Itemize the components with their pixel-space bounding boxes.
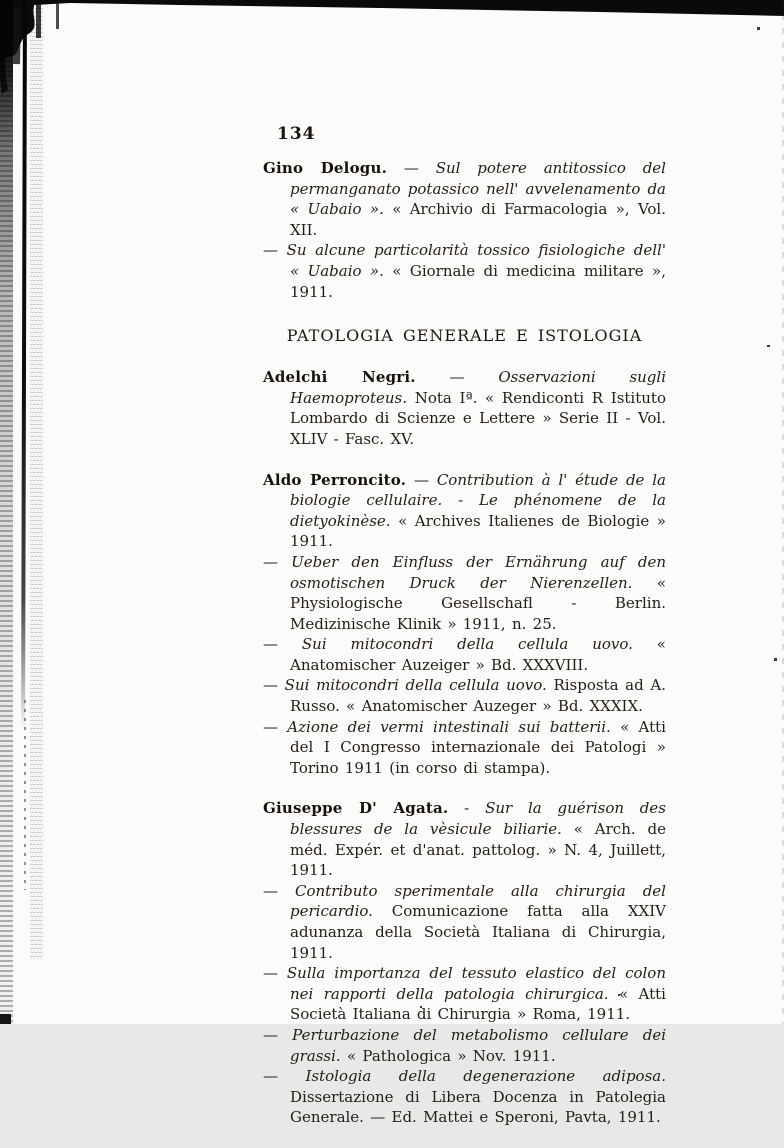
bib-entry bbox=[263, 634, 666, 675]
bib-entry bbox=[263, 963, 666, 1025]
bib-entry bbox=[263, 1066, 666, 1128]
work-title: Su alcune particolarità tossico fisiologiche dell' « Uabaio ». bbox=[286, 241, 666, 280]
page-text-block bbox=[263, 124, 666, 1148]
bib-entry bbox=[263, 367, 666, 449]
dash-separator: — bbox=[263, 1025, 278, 1044]
work-reference: « Archivio di Farmacologia », Vol. XII. bbox=[290, 200, 666, 239]
dash-separator: — bbox=[263, 635, 278, 654]
bibliography-group-perroncito bbox=[263, 470, 666, 779]
dash-separator: — bbox=[263, 964, 278, 983]
section-heading: PATOLOGIA GENERALE E ISTOLOGIA bbox=[286, 326, 643, 346]
scan-left-fold-line-tail bbox=[24, 700, 26, 890]
work-title: Osservazioni sugli Haemoproteus. bbox=[290, 368, 666, 407]
work-title: Contributo sperimentale alla chirurgia del pericardio. bbox=[290, 881, 666, 921]
work-reference: « Atti Società Italiana di Chirurgia » Roma, 1911. bbox=[290, 984, 666, 1024]
author-name: Adelchi Negri. bbox=[263, 368, 416, 387]
work-reference: « Giornale di medicina militare », 1911. bbox=[290, 261, 666, 301]
scan-left-speckles bbox=[30, 0, 43, 960]
work-reference: Comunicazione fatta alla XXIV adunanza della Società Italiana di Chirurgia, 1911. bbox=[290, 902, 666, 962]
scan-bottom-left-mark bbox=[0, 1014, 11, 1024]
work-reference: « Archives Italienes de Biologie » 1911. bbox=[290, 511, 666, 551]
work-title: Sui mitocondri della cellula uovo. bbox=[284, 676, 547, 695]
dash-separator: — bbox=[263, 717, 278, 736]
dash-separator: — bbox=[263, 676, 278, 695]
page-number: 134 bbox=[277, 124, 316, 144]
bib-entry bbox=[263, 552, 666, 634]
bib-entry bbox=[263, 717, 666, 779]
author-name: Aldo Perroncito. bbox=[263, 470, 407, 489]
dash-separator: - bbox=[464, 799, 470, 818]
work-reference: Risposta ad A. Russo. « Anatomischer Auzeger » Bd. XXXIX. bbox=[290, 676, 666, 716]
scan-left-fold-line bbox=[21, 0, 27, 730]
bib-entry bbox=[263, 470, 666, 552]
bib-entry bbox=[263, 240, 666, 302]
work-reference: « Atti del I Congresso internazionale dei Patologi » Torino 1911 (in corso di stampa). bbox=[290, 717, 666, 777]
work-reference: « Anatomischer Auzeiger » Bd. XXXVIII. bbox=[290, 635, 666, 674]
work-reference: Nota Iª. « Rendiconti R Istituto Lombardo di Scienze e Lettere » Serie II - Vol. XLIV - Fasc. XV. bbox=[290, 388, 666, 448]
dash-separator: — bbox=[403, 159, 419, 177]
work-reference: « Pathologica » Nov. 1911. bbox=[346, 1046, 556, 1065]
scan-speck bbox=[774, 658, 777, 661]
bib-entry bbox=[263, 1025, 666, 1066]
dash-separator: — bbox=[449, 368, 465, 387]
dash-separator: — bbox=[263, 1067, 278, 1086]
bib-entry bbox=[263, 675, 666, 716]
work-title: Azione dei vermi intestinali sui batterii. bbox=[287, 717, 611, 736]
author-name: Gino Delogu. bbox=[263, 159, 387, 177]
scan-speck bbox=[757, 27, 760, 30]
work-reference: Dissertazione di Libera Docenza in Patolegia Generale. — Ed. Mattei e Speroni, Pavta, 1911. bbox=[290, 1087, 666, 1127]
author-name: Giuseppe D' Agata. bbox=[263, 799, 449, 818]
dash-separator: — bbox=[263, 241, 278, 260]
scan-top-edge-artifact bbox=[0, 0, 784, 70]
scan-left-edge-noise bbox=[0, 0, 13, 1024]
work-title: Sui mitocondri della cellula uovo. bbox=[301, 635, 633, 654]
bib-entry bbox=[263, 158, 666, 240]
bibliography-group-delogu bbox=[263, 158, 666, 302]
work-reference: « Arch. de méd. Expér. et d'anat. pattolog. » N. 4, Juillett, 1911. bbox=[290, 820, 666, 880]
scan-speck bbox=[767, 345, 770, 347]
work-title: Sul potere antitossico del permanganato potassico nell' avvelenamento da « Uabaio ». bbox=[290, 159, 666, 219]
bibliography-group-dagata bbox=[263, 798, 666, 1128]
work-title: Perturbazione del metabolismo cellulare dei grassi. bbox=[290, 1025, 666, 1065]
work-title: Sulla importanza del tessuto elastico del colon nei rapporti della patologia chirurgica. bbox=[286, 964, 666, 1003]
work-title: Ueber den Einfluss der Ernährung auf den osmotischen Druck der Nierenzellen. bbox=[290, 552, 666, 592]
bib-entry bbox=[263, 881, 666, 963]
work-title: Contribution à l' étude de la biologie cellulaire. - Le phénomene de la dietyokinèse. bbox=[290, 470, 666, 530]
work-reference: « Physiologische Gesellschafl - Berlin. Medizinische Klinik » 1911, n. 25. bbox=[290, 573, 666, 633]
dash-separator: — bbox=[263, 552, 278, 571]
work-title: Sur la guérison des blessures de la vèsicule biliarie. bbox=[290, 799, 666, 839]
bib-entry bbox=[263, 798, 666, 880]
work-title: Istologia della degenerazione adiposa. bbox=[305, 1067, 666, 1086]
bibliography-group-negri bbox=[263, 367, 666, 449]
dash-separator: — bbox=[414, 470, 429, 489]
dash-separator: — bbox=[263, 881, 278, 900]
